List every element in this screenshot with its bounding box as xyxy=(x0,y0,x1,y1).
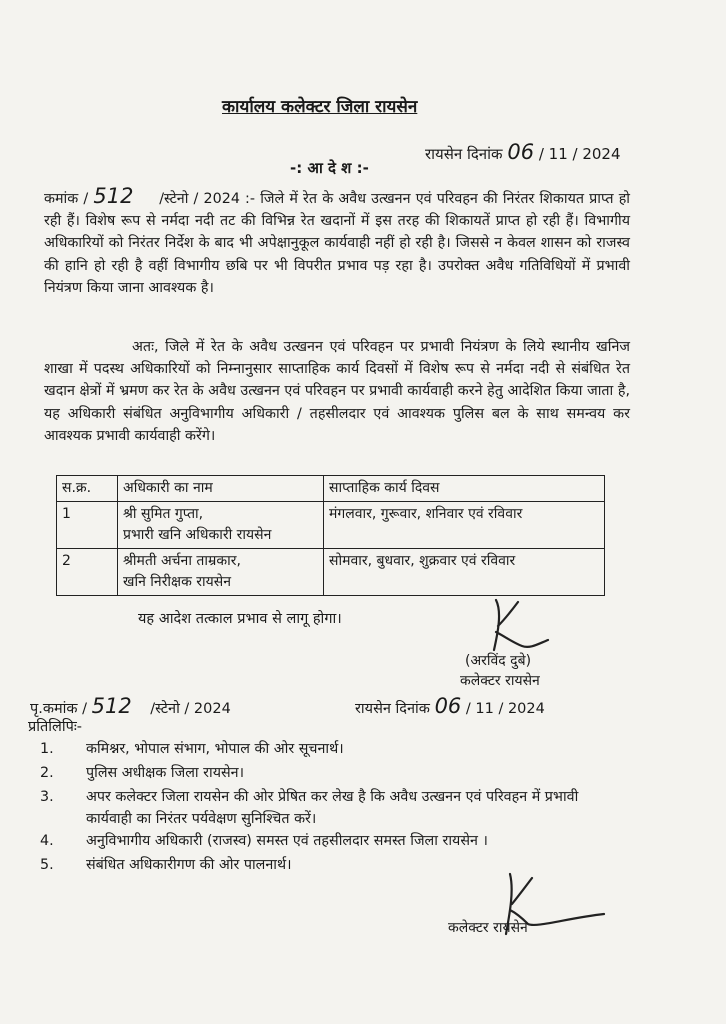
date-rest: / 11 / 2024 xyxy=(465,701,545,717)
officer-table xyxy=(56,475,605,596)
list-item: 1. कमिश्नर, भोपाल संभाग, भोपाल की ओर सूचनार्थ। xyxy=(40,741,344,757)
date-label: रायसेन दिनांक xyxy=(425,145,503,163)
header-work-days: साप्ताहिक कार्य दिवस xyxy=(324,476,605,502)
date-day: 06 xyxy=(507,140,535,164)
order-paragraph-2 xyxy=(44,336,630,447)
endorsement-suffix: /स्टेनो / 2024 xyxy=(150,701,231,717)
row-officer-name xyxy=(118,502,324,549)
row-sno: 2 xyxy=(57,549,118,596)
office-title: कार्यालय कलेक्टर जिला रायसेन xyxy=(222,97,418,117)
kramank-label: कमांक / xyxy=(44,191,89,207)
endorsement-kramank: 512 xyxy=(91,694,132,718)
row-work-days: सोमवार, बुधवार, शुक्रवार एवं रविवार xyxy=(324,549,605,596)
signatory-designation: कलेक्टर रायसेन xyxy=(460,673,540,689)
signatory-name: (अरविंद दुबे) xyxy=(465,653,532,669)
list-item: 5. संबंधित अधिकारीगण की ओर पालनार्थ। xyxy=(40,857,292,873)
officer-designation: खनि निरीक्षक रायसेन xyxy=(123,574,231,590)
list-item: 2. पुलिस अधीक्षक जिला रायसेन। xyxy=(40,765,245,781)
signature-mark xyxy=(478,592,558,660)
order-heading: -: आ दे श :- xyxy=(290,159,369,177)
order-paragraph-1 xyxy=(44,185,630,299)
officer-name: श्री सुमित गुप्ता, xyxy=(123,506,204,522)
endorsement-number xyxy=(30,694,231,718)
endorsement-date xyxy=(355,694,545,718)
officer-designation: प्रभारी खनि अधिकारी रायसेन xyxy=(123,527,272,543)
table-row xyxy=(57,502,605,549)
kramank-suffix: /स्टेनो / 2024 :- xyxy=(159,191,256,207)
row-officer-name xyxy=(118,549,324,596)
date-day: 06 xyxy=(434,694,462,718)
row-sno: 1 xyxy=(57,502,118,549)
date-label: रायसेन दिनांक xyxy=(355,701,430,717)
header-sno: स.क्र. xyxy=(57,476,118,502)
endorsement-label: पृ.कमांक / xyxy=(30,701,88,717)
copy-to-label: प्रतिलिपिः- xyxy=(28,719,83,735)
list-item: 3. अपर कलेक्टर जिला रायसेन की ओर प्रेषित कर लेख है कि अवैध उत्खनन एवं परिवहन में प्रभावी कार्यवाही का निरंतर पर्यवेक्षण सुनिश्चित करें। xyxy=(40,789,579,827)
paragraph-2-text: अतः, जिले में रेत के अवैध उत्खनन एवं परिवहन पर प्रभावी नियंत्रण के लिये स्थानीय खनिज शाखा में पदस्थ अधिकारियों को निम्नानुसार साप्ताहिक कार्य दिवसों में विशेष रूप से नर्मदा नदी से संबंधित रेत खदान क्षेत्रों में भ्रमण कर रेत के अवैध उत्खनन एवं परिवहन पर प्रभावी कार्यवाही करने हेतु आदेशित किया जाता है, यह अधिकारी संबंधित अनुविभागीय अधिकारी / तहसीलदार एवं आवश्यक पुलिस बल के साथ समन्वय कर आवश्यक प्रभावी कार्यवाही करेंगे। xyxy=(44,339,630,444)
row-work-days: मंगलवार, गुरूवार, शनिवार एवं रविवार xyxy=(324,502,605,549)
table-row xyxy=(57,549,605,596)
header-officer-name: अधिकारी का नाम xyxy=(118,476,324,502)
order-date xyxy=(425,140,621,164)
date-rest: / 11 / 2024 xyxy=(538,145,621,163)
list-item: 4. अनुविभागीय अधिकारी (राजस्व) समस्त एवं तहसीलदार समस्त जिला रायसेन । xyxy=(40,833,488,849)
effect-statement: यह आदेश तत्काल प्रभाव से लागू होगा। xyxy=(138,611,342,627)
table-header-row xyxy=(57,476,605,502)
kramank-number: 512 xyxy=(93,184,134,208)
footer-signatory: कलेक्टर रायसेन xyxy=(448,920,528,936)
paragraph-1-text: जिले में रेत के अवैध उत्खनन एवं परिवहन की निरंतर शिकायत प्राप्त हो रही हैं। विशेष रूप से नर्मदा नदी तट की विभिन्न रेत खदानों में इस तरह की शिकायतें प्राप्त हो रही हैं। विभागीय अधिकारियों को निरंतर निर्देश के बाद भी अपेक्षानुकूल कार्यवाही नहीं हो रही है। जिससे न केवल शासन को राजस्व की हानि हो रही है वहीं विभागीय छबि पर भी विपरीत प्रभाव पड़ रहा है। उपरोक्त अवैध गतिविधियों में प्रभावी नियंत्रण किया जाना आवश्यक है। xyxy=(44,191,630,296)
officer-name: श्रीमती अर्चना ताम्रकार, xyxy=(123,553,241,569)
